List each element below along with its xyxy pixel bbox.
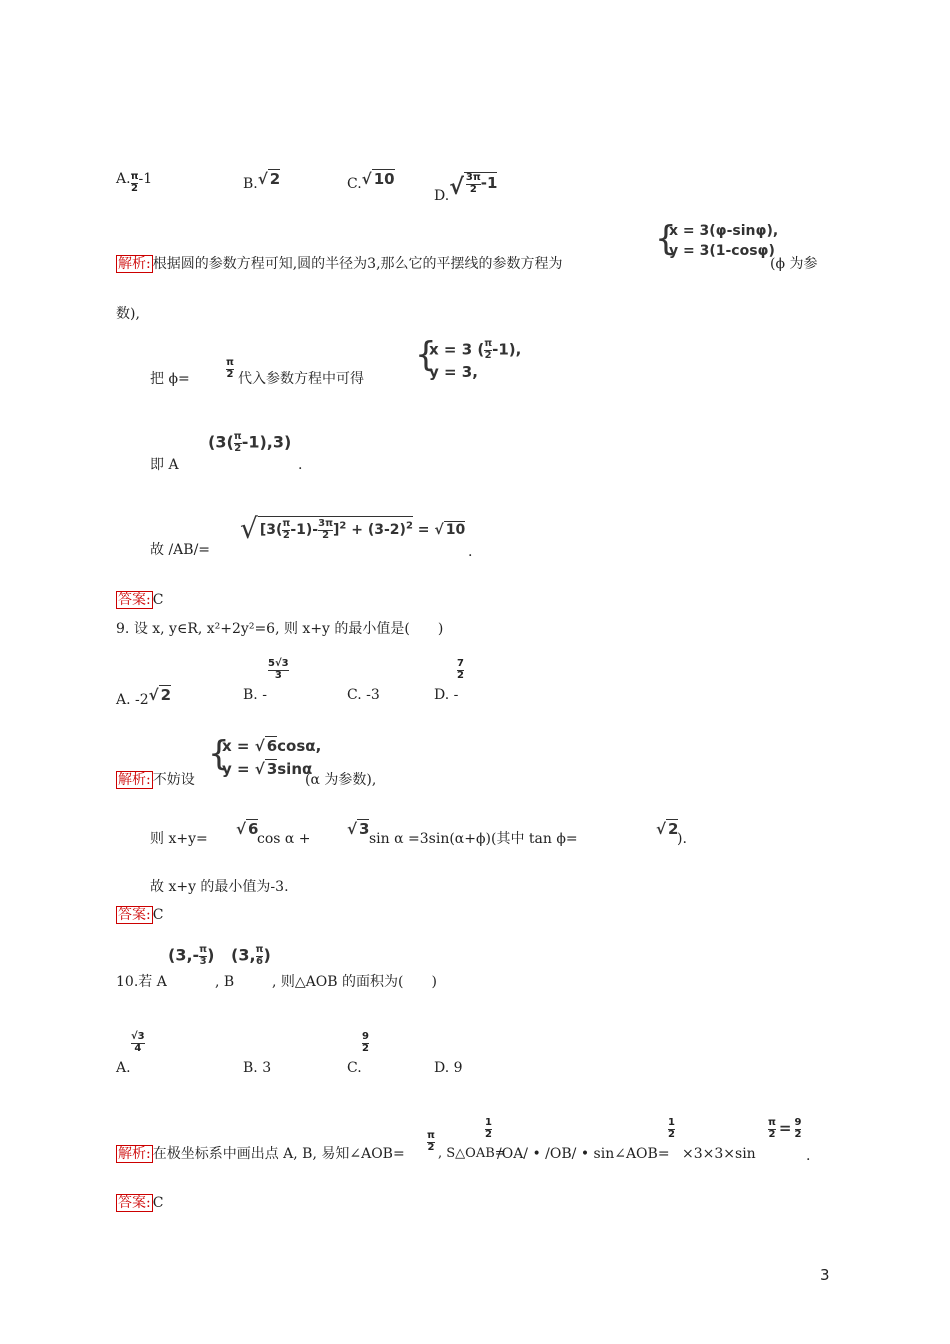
- q8-distance-expr: √ [3( $\frac{\pi}{2}$ -1)- $\frac{3\pi}{2}$ ]$^2 + (3-2)^2$ = √ 10: [240, 512, 466, 545]
- q10-half-fraction-2: $\frac{1}{2}$: [668, 1117, 675, 1140]
- q10-area-mid: /OA/ • /OB/ • sin∠AOB=: [497, 1146, 670, 1162]
- q9-option-d-fraction: $\frac{7}{2}$: [457, 658, 464, 681]
- q10-option-b: B. 3: [243, 1060, 272, 1076]
- q10-option-a-fraction: $\frac{√3}{4}$: [131, 1031, 145, 1054]
- solution-tag: 解析:: [118, 256, 151, 272]
- fraction: $\frac{\pi}{2}$: [130, 171, 139, 194]
- q10-point-b: (3, $\frac{\pi}{6}$ ): [231, 944, 271, 967]
- q10-angle-fraction: $\frac{\pi}{2}$: [427, 1130, 435, 1153]
- answer-tag: 答案:: [118, 592, 151, 608]
- q10-answer: 答案: C: [118, 1195, 164, 1211]
- q10-option-a: A.: [116, 1060, 131, 1076]
- q9-option-b-fraction: $\frac{5√3}{3}$: [268, 658, 289, 681]
- q9-line-end: ).: [677, 831, 687, 847]
- q8-option-d: D.√ $\frac{3\pi}{2}$ -1: [434, 172, 498, 204]
- q9-answer: 答案: C: [118, 907, 164, 923]
- q9-sqrt2: √ 2: [656, 820, 679, 838]
- q10-stem-mid: , B: [215, 974, 235, 990]
- answer-tag: 答案:: [118, 1195, 151, 1211]
- q9-param-note: (α 为参数),: [305, 772, 377, 788]
- q9-param-system: { x = √ 6cosα, y = √ 3sinα: [208, 734, 322, 778]
- q10-option-c-fraction: $\frac{9}{2}$: [362, 1031, 369, 1054]
- q10-option-c: C.: [347, 1060, 362, 1076]
- q9-option-d: D. -: [434, 687, 459, 703]
- q10-stem-start: 10.若 A: [116, 974, 167, 990]
- q9-sqrt3: √ 3: [347, 820, 370, 838]
- q8-substitute-prefix: 把 ϕ=: [150, 371, 190, 387]
- q9-solution-line: 解析: 不妨设: [118, 772, 195, 788]
- q8-option-a: A. $\frac{\pi}{2}$ -1: [116, 171, 153, 194]
- q9-option-b: B. -: [243, 687, 267, 703]
- q8-solution-line: 解析: 根据圆的参数方程可知,圆的半径为3,那么它的平摆线的参数方程为: [118, 256, 563, 272]
- page-number: 3: [820, 1266, 830, 1284]
- q9-sin-term: sin α =3sin(α+ϕ)(其中 tan ϕ=: [369, 831, 578, 847]
- q9-sqrt6: √ 6: [236, 820, 259, 838]
- q8-param-note: (ϕ 为参: [770, 256, 818, 272]
- q8-point-expr: (3( $\frac{\pi}{2}$ -1),3): [208, 431, 292, 454]
- q8-answer: 答案: C: [118, 592, 164, 608]
- q9-sum-line: 则 x+y=: [150, 831, 208, 847]
- q8-distance-end: .: [468, 544, 473, 560]
- q8-option-c: C.√ 10: [347, 170, 395, 192]
- q8-sub-system: { x = 3 ( $\frac{\pi}{2}$ -1), y = 3,: [415, 335, 522, 381]
- solution-tag: 解析:: [118, 1146, 151, 1162]
- answer-tag: 答案:: [118, 907, 151, 923]
- q8-option-b: B.√ 2: [243, 170, 281, 192]
- q9-option-c: C. -3: [347, 687, 380, 703]
- q10-stem-end: , 则△AOB 的面积为( ): [272, 974, 437, 990]
- q8-substitute-fraction: $\frac{\pi}{2}$: [226, 357, 234, 380]
- q8-param-note-cont: 数),: [116, 306, 140, 322]
- q8-substitute-text: 代入参数方程中可得: [238, 371, 364, 387]
- q10-solution-line: 解析: 在极坐标系中画出点 A, B, 易知∠AOB=: [118, 1146, 405, 1162]
- q8-distance-prefix: 故 /AB/=: [150, 542, 211, 558]
- q9-cos-term: cos α +: [257, 831, 311, 847]
- q8-point-prefix: 即 A: [150, 457, 179, 473]
- q10-result: $\frac{\pi}{2}$ = $\frac{9}{2}$: [768, 1117, 802, 1140]
- q9-option-a: A. -2√ 2: [116, 686, 172, 708]
- q8-point-end: .: [298, 457, 303, 473]
- q10-area-label: , S△OAB=: [438, 1146, 506, 1161]
- q10-half-fraction: $\frac{1}{2}$: [485, 1117, 492, 1140]
- q10-area-mult: ×3×3×sin: [682, 1146, 756, 1162]
- q9-stem: 9. 设 x, y∈R, x²+2y²=6, 则 x+y 的最小值是( ): [116, 621, 444, 637]
- q10-option-d: D. 9: [434, 1060, 463, 1076]
- solution-tag: 解析:: [118, 772, 151, 788]
- q9-conclusion: 故 x+y 的最小值为-3.: [150, 879, 289, 895]
- q10-solution-end: .: [806, 1148, 811, 1164]
- q10-point-a: (3,- $\frac{\pi}{3}$ ): [168, 944, 215, 967]
